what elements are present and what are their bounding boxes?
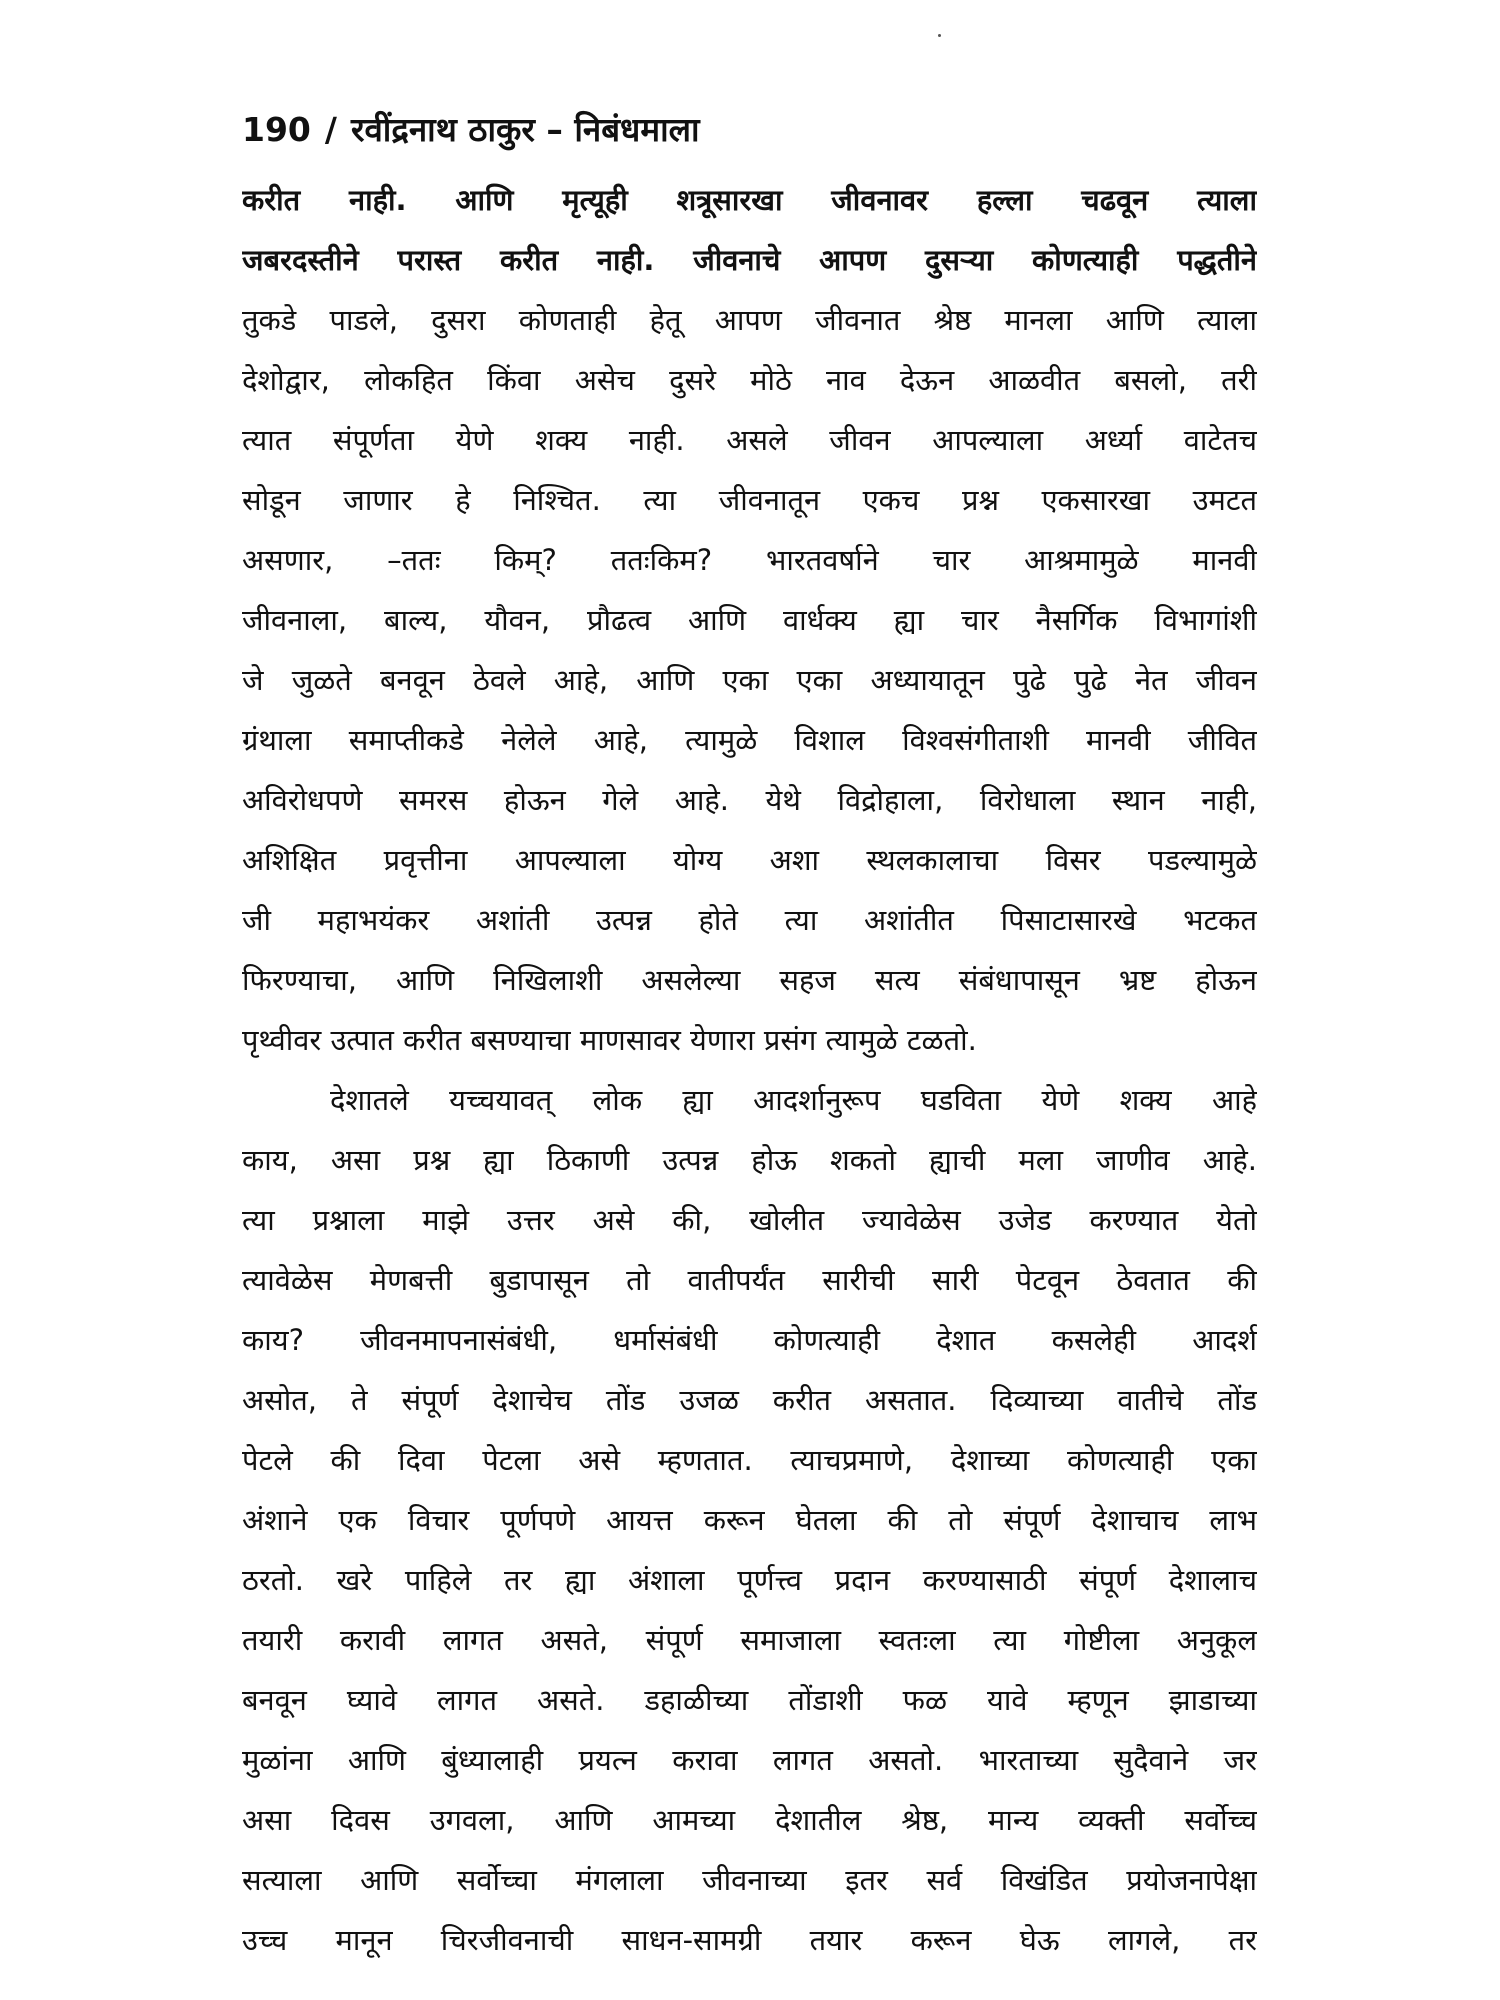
header-separator: / <box>324 110 337 149</box>
book-title: रवींद्रनाथ ठाकुर – निबंधमाला <box>350 110 700 149</box>
body-text <box>242 170 1257 1970</box>
text-line: जी महाभयंकर अशांती उत्पन्न होते त्या अशांतीत पिसाटासारखे भटकत <box>242 903 1257 937</box>
text-line: काय? जीवनमापनासंबंधी, धर्मासंबंधी कोणत्याही देशात कसलेही आदर्श <box>242 1323 1257 1357</box>
text-line: असणार, –ततः किम्? ततःकिम? भारतवर्षाने चार आश्रमामुळे मानवी <box>242 543 1257 577</box>
text-line: त्या प्रश्नाला माझे उत्तर असे की, खोलीत ज्यावेळेस उजेड करण्यात येतो <box>242 1203 1257 1237</box>
page-number: 190 <box>242 110 311 149</box>
text-line: तुकडे पाडले, दुसरा कोणताही हेतू आपण जीवनात श्रेष्ठ मानला आणि त्याला <box>242 303 1257 337</box>
text-line: पृथ्वीवर उत्पात करीत बसण्याचा माणसावर येणारा प्रसंग त्यामुळे टळतो. <box>242 1023 977 1057</box>
text-line: तयारी करावी लागत असते, संपूर्ण समाजाला स्वतःला त्या गोष्टीला अनुकूल <box>242 1623 1257 1657</box>
text-line: जबरदस्तीने परास्त करीत नाही. जीवनाचे आपण दुसऱ्या कोणत्याही पद्धतीने <box>242 243 1257 277</box>
text-line: अशिक्षित प्रवृत्तीना आपल्याला योग्य अशा स्थलकालाचा विसर पडल्यामुळे <box>242 843 1257 877</box>
text-line: ठरतो. खरे पाहिले तर ह्या अंशाला पूर्णत्त्व प्रदान करण्यासाठी संपूर्ण देशालाच <box>242 1563 1257 1597</box>
text-line: अंशाने एक विचार पूर्णपणे आयत्त करून घेतला की तो संपूर्ण देशाचाच लाभ <box>242 1503 1257 1537</box>
text-line: बनवून घ्यावे लागत असते. डहाळीच्या तोंडाशी फळ यावे म्हणून झाडाच्या <box>242 1683 1257 1717</box>
text-line: असा दिवस उगवला, आणि आमच्या देशातील श्रेष्ठ, मान्य व्यक्ती सर्वोच्च <box>242 1803 1257 1837</box>
text-line: त्यावेळेस मेणबत्ती बुडापासून तो वातीपर्यंत सारीची सारी पेटवून ठेवतात की <box>242 1263 1257 1297</box>
running-header <box>242 106 700 151</box>
text-line: जीवनाला, बाल्य, यौवन, प्रौढत्व आणि वार्धक्य ह्या चार नैसर्गिक विभागांशी <box>242 603 1257 637</box>
text-line: सत्याला आणि सर्वोच्चा मंगलाला जीवनाच्या इतर सर्व विखंडित प्रयोजनापेक्षा <box>242 1863 1257 1897</box>
text-line: ग्रंथाला समाप्तीकडे नेलेले आहे, त्यामुळे विशाल विश्वसंगीताशी मानवी जीवित <box>242 723 1257 757</box>
text-line: जे जुळते बनवून ठेवले आहे, आणि एका एका अध्यायातून पुढे पुढे नेत जीवन <box>242 663 1257 697</box>
text-line: असोत, ते संपूर्ण देशाचेच तोंड उजळ करीत असतात. दिव्याच्या वातीचे तोंड <box>242 1383 1257 1417</box>
text-line: फिरण्याचा, आणि निखिलाशी असलेल्या सहज सत्य संबंधापासून भ्रष्ट होऊन <box>242 963 1257 997</box>
text-line: अविरोधपणे समरस होऊन गेले आहे. येथे विद्रोहाला, विरोधाला स्थान नाही, <box>242 783 1257 817</box>
paragraph-first-line: देशातले यच्चयावत् लोक ह्या आदर्शानुरूप घडविता येणे शक्य आहे <box>330 1083 1257 1117</box>
text-line: काय, असा प्रश्न ह्या ठिकाणी उत्पन्न होऊ शकतो ह्याची मला जाणीव आहे. <box>242 1143 1257 1177</box>
text-line: उच्च मानून चिरजीवनाची साधन-सामग्री तयार करून घेऊ लागले, तर <box>242 1923 1257 1957</box>
print-speck <box>938 34 941 37</box>
text-line: सोडून जाणार हे निश्चित. त्या जीवनातून एकच प्रश्न एकसारखा उमटत <box>242 483 1257 517</box>
text-line: देशोद्वार, लोकहित किंवा असेच दुसरे मोठे नाव देऊन आळवीत बसलो, तरी <box>242 363 1257 397</box>
text-line: पेटले की दिवा पेटला असे म्हणतात. त्याचप्रमाणे, देशाच्या कोणत्याही एका <box>242 1443 1257 1477</box>
text-line: करीत नाही. आणि मृत्यूही शत्रूसारखा जीवनावर हल्ला चढवून त्याला <box>242 183 1257 217</box>
text-line: त्यात संपूर्णता येणे शक्य नाही. असले जीवन आपल्याला अर्ध्या वाटेतच <box>242 423 1257 457</box>
text-line: मुळांना आणि बुंध्यालाही प्रयत्न करावा लागत असतो. भारताच्या सुदैवाने जर <box>242 1743 1257 1777</box>
